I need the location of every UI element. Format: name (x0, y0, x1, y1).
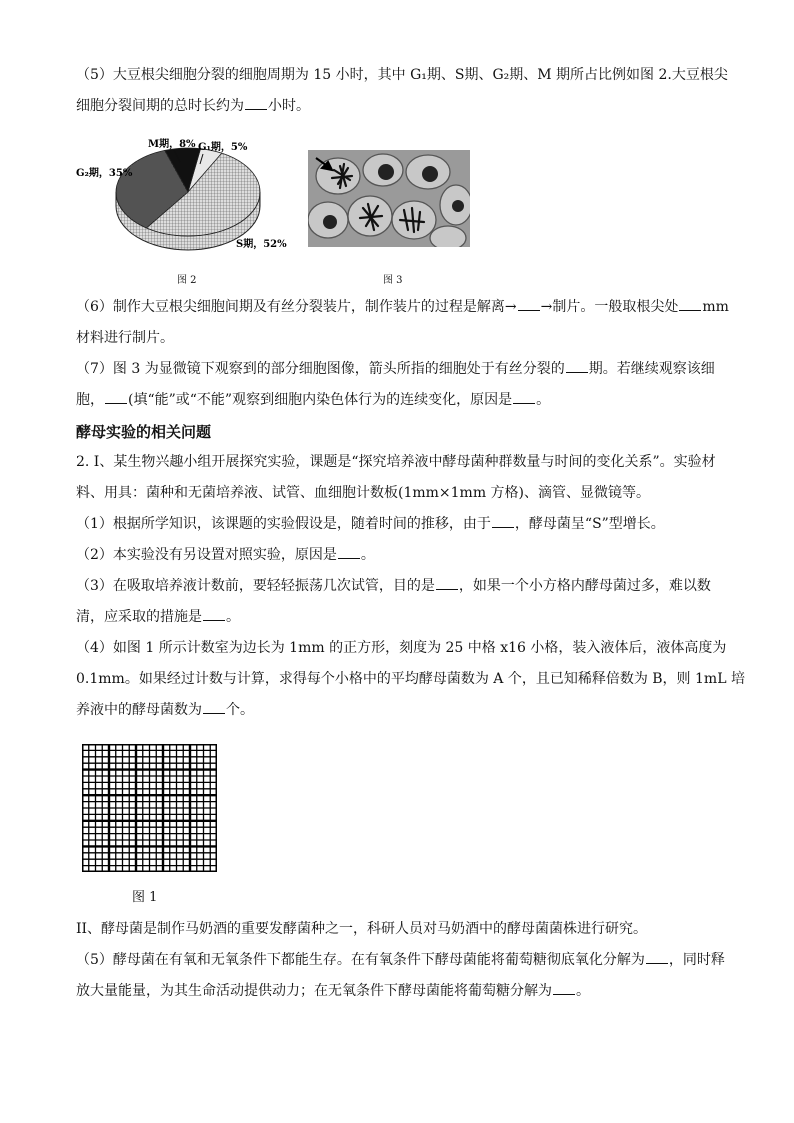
q2-sub4-line2: 0.1mm。如果经过计数与计算，求得每个小格中的平均酵母菌数为 A 个，且已知稀释倍数为 B，则 1mL 培 (76, 671, 745, 687)
pie-label-g2: G₂期，35% (76, 168, 133, 179)
q2-sub3-line2: 清，应采取的措施是 。 (76, 603, 724, 631)
q7-line2: 胞， (填“能”或“不能”观察到细胞内染色体行为的连续变化，原因是 。 (76, 386, 724, 414)
answer-blank[interactable] (492, 513, 514, 528)
answer-blank[interactable] (436, 575, 458, 590)
pie-label-g1: G₁期，5% (198, 142, 248, 153)
part2-intro: II、酵母菌是制作马奶酒的重要发酵菌种之一，科研人员对马奶酒中的酵母菌菌株进行研究。 (76, 921, 648, 937)
answer-blank[interactable] (679, 296, 701, 311)
fig1-caption: 图 1 (132, 890, 158, 905)
micrograph-image (308, 150, 470, 247)
answer-blank[interactable] (518, 296, 540, 311)
fig2-caption: 图 2 (177, 275, 197, 286)
q2-sub3-line1: （3）在吸取培养液计数前，要轻轻振荡几次试管，目的是 ，如果一个小方格内酵母菌过多，难以数 (76, 572, 724, 600)
section-heading: 酵母实验的相关问题 (76, 423, 212, 441)
q6-line2: 材料进行制片。 (76, 330, 174, 346)
pie-chart-figure (70, 130, 290, 260)
q2-sub4-line3: 养液中的酵母菌数为 个。 (76, 696, 724, 724)
pie-label-m: M期，8% (148, 139, 196, 150)
answer-blank[interactable] (203, 699, 225, 714)
q5-line1: （5）大豆根尖细胞分裂的细胞周期为 15 小时，其中 G₁期、S期、G₂期、M 期所占比例如图 2.大豆根尖 (76, 67, 728, 83)
pie-label-s: S期，52% (236, 239, 287, 250)
fig3-caption: 图 3 (383, 275, 403, 286)
answer-blank[interactable] (513, 389, 535, 404)
answer-blank[interactable] (646, 949, 668, 964)
q2-line2: 料、用具：菌种和无菌培养液、试管、血细胞计数板(1mm×1mm 方格)、滴管、显微镜等。 (76, 485, 651, 501)
answer-blank[interactable] (338, 544, 360, 559)
answer-blank[interactable] (553, 980, 575, 995)
q2-sub5-line2: 放大量能量，为其生命活动提供动力；在无氧条件下酵母菌能将葡萄糖分解为 。 (76, 977, 724, 1005)
q6-line1: （6）制作大豆根尖细胞间期及有丝分裂装片，制作装片的过程是解离→ →制片。一般取根尖处 mm (76, 293, 724, 321)
q5-line2: 细胞分裂间期的总时长约为 小时。 (76, 92, 724, 120)
answer-blank[interactable] (203, 606, 225, 621)
q2-sub5-line1: （5）酵母菌在有氧和无氧条件下都能生存。在有氧条件下酵母菌能将葡萄糖彻底氧化分解为 ，同时释 (76, 946, 724, 974)
answer-blank[interactable] (105, 389, 127, 404)
q2-sub1: （1）根据所学知识，该课题的实验假设是，随着时间的推移，由于 ，酵母菌呈“S”型增长。 (76, 510, 724, 538)
q7-line1: （7）图 3 为显微镜下观察到的部分细胞图像，箭头所指的细胞处于有丝分裂的 期。若继续观察该细 (76, 355, 724, 383)
answer-blank[interactable] (566, 358, 588, 373)
q2-line1: 2. I、某生物兴趣小组开展探究实验，课题是“探究培养液中酵母菌种群数量与时间的变化关系”。实验材 (76, 454, 716, 470)
q2-sub2: （2）本实验没有另设置对照实验，原因是 。 (76, 541, 724, 569)
q2-sub4-line1: （4）如图 1 所示计数室为边长为 1mm 的正方形，刻度为 25 中格 x16 小格，装入液体后，液体高度为 (76, 640, 727, 656)
counting-grid-figure (82, 744, 217, 872)
answer-blank[interactable] (245, 95, 267, 110)
